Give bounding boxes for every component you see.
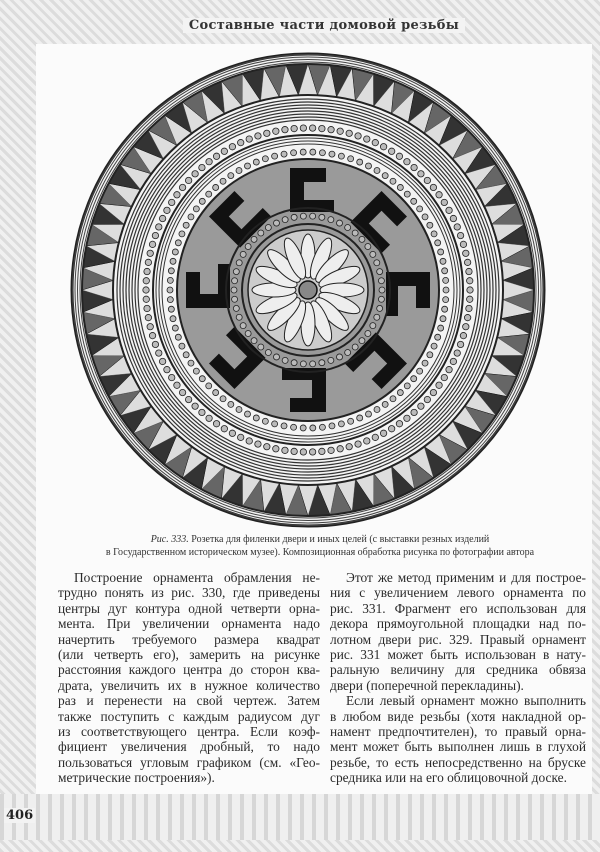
bead	[175, 334, 181, 340]
bead	[463, 323, 469, 329]
caption-line-2: в Государственном историческом музее). Композиционная обработка рисунка по фотографии автора	[105, 547, 535, 558]
bead	[273, 446, 279, 452]
running-header	[36, 8, 592, 42]
bead	[145, 259, 151, 265]
bead	[188, 360, 194, 366]
bead	[143, 296, 149, 302]
bead	[441, 374, 447, 380]
bead	[232, 296, 238, 302]
bead	[411, 376, 417, 382]
bead	[238, 139, 244, 145]
bead	[168, 268, 174, 274]
bead	[309, 449, 315, 455]
bead	[380, 430, 386, 436]
bead	[388, 148, 394, 154]
bead	[300, 425, 306, 431]
bead	[213, 390, 219, 396]
text-line: центры дуг контура одной четверти орна-	[58, 600, 320, 616]
bead	[374, 314, 380, 320]
bead	[253, 415, 259, 421]
bead	[159, 358, 165, 364]
bead	[291, 448, 297, 454]
bead	[460, 332, 466, 338]
text-line: фициент увеличения дробный, то надо	[58, 739, 320, 755]
bead	[300, 125, 306, 131]
bead	[281, 151, 287, 157]
bead	[359, 338, 365, 344]
bead	[255, 133, 261, 139]
bead	[348, 156, 354, 162]
bead	[382, 401, 388, 407]
bead	[352, 230, 358, 236]
bead	[467, 287, 473, 293]
bead	[370, 323, 376, 329]
bead	[199, 198, 205, 204]
bead	[377, 305, 383, 311]
bead	[396, 153, 402, 159]
left-text-column	[58, 570, 320, 786]
text-line: двери (поперечной перекладины).	[330, 677, 524, 693]
bead	[364, 136, 370, 142]
rosette-illustration	[68, 50, 548, 530]
bead	[245, 330, 251, 336]
bead	[149, 241, 155, 247]
bead	[329, 423, 335, 429]
bead	[310, 361, 316, 367]
bead	[179, 231, 185, 237]
bead	[328, 357, 334, 363]
bead	[328, 447, 334, 453]
text-line: мент может быть выполнен лишь в глухой	[330, 739, 586, 755]
bead	[397, 184, 403, 190]
bead	[228, 401, 234, 407]
bead	[388, 426, 394, 432]
bead	[450, 215, 456, 221]
caption-line-1: Розетка для филенки двери и иных целей (с выставки резных изделий	[191, 534, 490, 545]
bead	[144, 305, 150, 311]
bead	[251, 236, 257, 242]
bead	[185, 177, 191, 183]
bead	[372, 434, 378, 440]
bead	[253, 159, 259, 165]
bead	[379, 287, 385, 293]
bead	[345, 225, 351, 231]
bead	[411, 409, 417, 415]
text-line: начертить требуемого размера квадрат	[58, 631, 320, 647]
text-line: рис. 331. Фрагмент его использован для	[330, 600, 586, 616]
bead	[337, 354, 343, 360]
bead	[152, 232, 158, 238]
bead	[233, 305, 239, 311]
bead	[357, 415, 363, 421]
bead	[272, 153, 278, 159]
bead	[255, 441, 261, 447]
bead	[442, 306, 448, 312]
bead	[174, 382, 180, 388]
bead	[422, 360, 428, 366]
text-line: средника или на его облицовочной доске.	[330, 770, 567, 786]
bead	[338, 153, 344, 159]
bead	[365, 411, 371, 417]
bead	[436, 192, 442, 198]
caption-label: Рис. 333.	[150, 534, 189, 545]
bead	[213, 153, 219, 159]
flower-center	[299, 281, 317, 299]
bead	[404, 383, 410, 389]
bead	[430, 389, 436, 395]
bead	[431, 343, 437, 349]
bead	[417, 206, 423, 212]
bead	[464, 314, 470, 320]
bead	[172, 325, 178, 331]
bead	[454, 224, 460, 230]
bead	[183, 222, 189, 228]
bead	[159, 215, 165, 221]
text-line: Этот же метод применим и для построе-	[346, 570, 586, 585]
bead	[397, 390, 403, 396]
text-line: мента. При увеличении орнамента надо	[58, 616, 320, 632]
bead	[236, 260, 242, 266]
bead	[152, 341, 158, 347]
bead	[282, 217, 288, 223]
running-header-title: Составные части домовой резьбы	[183, 18, 465, 33]
bead	[310, 149, 316, 155]
bead	[300, 149, 306, 155]
text-line: драта, увеличить их в нужное количество	[58, 677, 320, 693]
bead	[199, 164, 205, 170]
bead	[442, 268, 448, 274]
bead	[291, 214, 297, 220]
bead	[422, 214, 428, 220]
bead	[156, 350, 162, 356]
bead	[273, 128, 279, 134]
text-line: лотном двери рис. 329. Правый орнамент	[330, 631, 586, 647]
bead	[446, 366, 452, 372]
text-line: расстояния каждого центра до сторон ква-	[58, 662, 320, 678]
bead	[188, 214, 194, 220]
bead	[300, 361, 306, 367]
bead	[319, 150, 325, 156]
bead	[404, 159, 410, 165]
bead	[430, 184, 436, 190]
bead	[443, 287, 449, 293]
bead	[245, 244, 251, 250]
bead	[417, 368, 423, 374]
bead	[359, 236, 365, 242]
bead	[337, 128, 343, 134]
bead	[213, 184, 219, 190]
bead	[441, 199, 447, 205]
bead	[328, 217, 334, 223]
text-line: в любом виде резьбы (хотя накладной ор-	[330, 708, 586, 724]
bead	[229, 144, 235, 150]
right-text-column	[330, 570, 586, 786]
bead	[374, 260, 380, 266]
bead	[220, 396, 226, 402]
bead	[264, 130, 270, 136]
bead	[179, 184, 185, 190]
bead	[355, 441, 361, 447]
bead	[411, 198, 417, 204]
bead	[265, 349, 271, 355]
bead	[167, 297, 173, 303]
text-line: рис. 331 может быть использован в нату-	[330, 647, 586, 663]
text-line: раз и перенести на свой чертеж. Затем	[58, 693, 320, 709]
text-line: пользоваться угловым графиком (см. «Гео-	[58, 754, 320, 770]
bead	[377, 269, 383, 275]
bead	[264, 443, 270, 449]
bead	[463, 250, 469, 256]
bead	[436, 382, 442, 388]
bead	[319, 448, 325, 454]
bead	[170, 258, 176, 264]
bead	[282, 357, 288, 363]
bead	[251, 338, 257, 344]
text-line: Построение орнамента обрамления не-	[74, 570, 320, 585]
bead	[418, 171, 424, 177]
bead	[221, 148, 227, 154]
bead	[282, 447, 288, 453]
bead	[467, 278, 473, 284]
bead	[229, 430, 235, 436]
bead	[179, 343, 185, 349]
bead	[172, 249, 178, 255]
bead	[291, 424, 297, 430]
bead	[466, 305, 472, 311]
bead	[206, 383, 212, 389]
bead	[457, 232, 463, 238]
bead	[169, 374, 175, 380]
text-line: метрические построения»).	[58, 770, 215, 786]
bead	[378, 278, 384, 284]
bead	[365, 244, 371, 250]
bead	[390, 178, 396, 184]
bead	[365, 163, 371, 169]
bead	[206, 191, 212, 197]
bead	[424, 177, 430, 183]
bead	[168, 306, 174, 312]
bead	[443, 297, 449, 303]
bead	[424, 396, 430, 402]
bead	[246, 438, 252, 444]
text-line: трудно понять из рис. 330, где приведены	[58, 585, 320, 601]
bead	[143, 287, 149, 293]
bead	[411, 164, 417, 170]
bead	[272, 421, 278, 427]
bead	[348, 418, 354, 424]
bead	[435, 334, 441, 340]
bead	[378, 296, 384, 302]
bead	[192, 171, 198, 177]
bead	[352, 344, 358, 350]
bead	[192, 403, 198, 409]
bead	[147, 250, 153, 256]
bead	[418, 403, 424, 409]
bead	[236, 407, 242, 413]
bead	[310, 213, 316, 219]
bead	[170, 316, 176, 322]
bead	[337, 220, 343, 226]
bead	[329, 151, 335, 157]
bottom-ornament-band	[0, 794, 600, 840]
bead	[337, 446, 343, 452]
text-line: также поступить с каждым радиусом дуг	[58, 708, 320, 724]
bead	[291, 360, 297, 366]
bead	[220, 178, 226, 184]
bead	[167, 277, 173, 283]
bead	[338, 421, 344, 427]
bead	[156, 224, 162, 230]
bead	[355, 133, 361, 139]
page-number: 406	[6, 808, 34, 823]
bead	[206, 159, 212, 165]
bead	[262, 156, 268, 162]
bead	[258, 230, 264, 236]
bead	[319, 214, 325, 220]
bead	[460, 241, 466, 247]
bead	[364, 438, 370, 444]
bead	[345, 349, 351, 355]
bead	[164, 366, 170, 372]
bead	[240, 251, 246, 257]
bead	[319, 125, 325, 131]
bead	[245, 163, 251, 169]
bead	[438, 325, 444, 331]
bead	[221, 426, 227, 432]
bead	[443, 277, 449, 283]
bead	[300, 213, 306, 219]
bead	[144, 268, 150, 274]
bead	[446, 207, 452, 213]
bead	[382, 173, 388, 179]
bead	[372, 139, 378, 145]
bead	[365, 330, 371, 336]
bead	[427, 352, 433, 358]
bead	[233, 269, 239, 275]
bead	[169, 199, 175, 205]
bead	[431, 231, 437, 237]
bead	[404, 191, 410, 197]
bead	[167, 287, 173, 293]
bead	[291, 150, 297, 156]
bead	[238, 434, 244, 440]
bead	[357, 159, 363, 165]
bead	[370, 251, 376, 257]
bead	[245, 411, 251, 417]
bead	[346, 130, 352, 136]
bead	[145, 314, 151, 320]
bead	[427, 222, 433, 228]
figure-caption	[60, 533, 580, 559]
bead	[464, 259, 470, 265]
bead	[265, 225, 271, 231]
bead	[149, 332, 155, 338]
bead	[193, 206, 199, 212]
bead	[374, 407, 380, 413]
bead	[231, 287, 237, 293]
bead	[309, 125, 315, 131]
bead	[213, 421, 219, 427]
bead	[199, 376, 205, 382]
bead	[236, 314, 242, 320]
text-line: Если левый орнамент можно выполнить	[346, 693, 586, 709]
bead	[396, 421, 402, 427]
bead	[466, 268, 472, 274]
bead	[450, 358, 456, 364]
bead	[174, 192, 180, 198]
bead	[143, 278, 149, 284]
bead	[319, 360, 325, 366]
bead	[457, 341, 463, 347]
bead	[300, 449, 306, 455]
bead	[183, 352, 189, 358]
bead	[319, 424, 325, 430]
bead	[206, 415, 212, 421]
bead	[374, 167, 380, 173]
text-line: декора прямоугольной площадки над по-	[330, 616, 586, 632]
bead	[435, 240, 441, 246]
bead	[232, 278, 238, 284]
bead	[282, 126, 288, 132]
bead	[240, 323, 246, 329]
bead	[404, 415, 410, 421]
bead	[236, 167, 242, 173]
bead	[438, 249, 444, 255]
bead	[467, 296, 473, 302]
bead	[175, 240, 181, 246]
bead	[179, 389, 185, 395]
bead	[199, 409, 205, 415]
text-line: резьбе, то есть непосредственно на бруске	[330, 754, 586, 770]
bead	[246, 136, 252, 142]
text-line: ральную величину для средника обвяза	[330, 662, 586, 678]
bead	[262, 418, 268, 424]
bead	[310, 425, 316, 431]
bead	[228, 173, 234, 179]
text-line: ния с увеличением левого орнамента по	[330, 585, 586, 601]
text-line: (или четверть его), замерить на рисунке	[58, 647, 320, 663]
bead	[454, 350, 460, 356]
bead	[164, 207, 170, 213]
text-line: из соответствующего центра. Если коэф-	[58, 724, 320, 740]
bead	[328, 126, 334, 132]
bead	[346, 443, 352, 449]
bead	[291, 125, 297, 131]
bead	[390, 396, 396, 402]
bead	[185, 396, 191, 402]
bead	[258, 344, 264, 350]
bead	[273, 220, 279, 226]
bead	[380, 144, 386, 150]
bead	[440, 258, 446, 264]
bead	[193, 368, 199, 374]
bead	[281, 423, 287, 429]
bead	[440, 316, 446, 322]
bead	[147, 323, 153, 329]
bead	[273, 354, 279, 360]
text-line: намент предпочтителен), то правый орна-	[330, 724, 586, 740]
